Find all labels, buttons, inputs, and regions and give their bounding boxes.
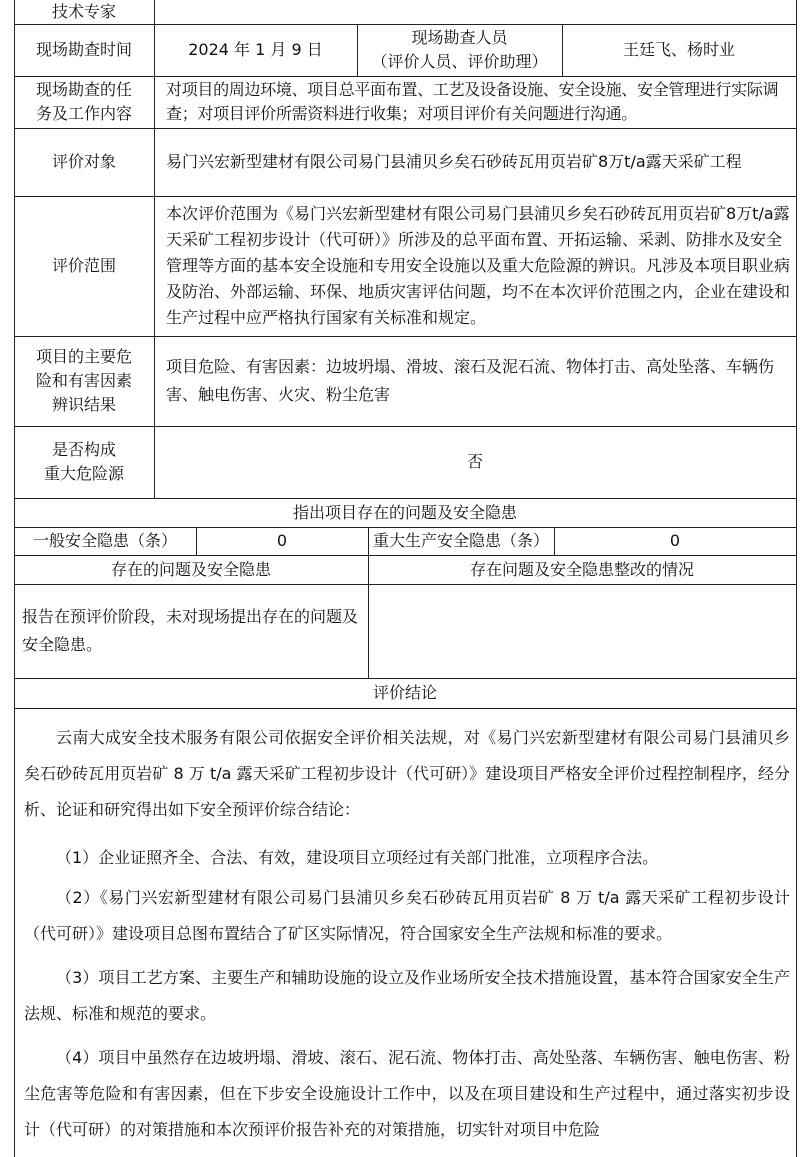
- object-value: 易门兴宏新型建材有限公司易门县浦贝乡矣石砂砖瓦用页岩矿8万t/a露天采矿工程: [166, 152, 742, 171]
- major-hazard-label-line1: 是否构成: [51, 440, 116, 459]
- major-hazard-label-line2: 重大危险源: [43, 464, 124, 483]
- hazard-label-line3: 辨识结果: [51, 395, 116, 414]
- survey-staff-label-line2: （评价人员、评价助理）: [371, 52, 548, 71]
- task-label-line2: 务及工作内容: [35, 104, 132, 123]
- scope-value: 本次评价范围为《易门兴宏新型建材有限公司易门县浦贝乡矣石砂砖瓦用页岩矿8万t/a露天采矿工程初步设计（代可研）》所涉及的总平面布置、开拓运输、采剥、防排水及安全管理等方面的基本安全设施和专用安全设施以及重大危险源的辨识。凡涉及本项目职业病及防治、外部运输、环保、地质灾害评估问题，均不在本次评价范围之内，企业在建设和生产过程中应严格执行国家有关标准和规定。: [166, 204, 791, 327]
- serious-hazard-count: 0: [669, 531, 681, 550]
- border-right: [796, 0, 797, 1157]
- issues-content: 报告在预评价阶段，未对现场提出存在的问题及安全隐患。: [22, 607, 359, 654]
- general-hazard-count: 0: [276, 531, 288, 550]
- major-hazard-label: [14, 426, 154, 498]
- conclusion-paragraph-intro: 云南大成安全技术服务有限公司依据安全评价相关法规，对《易门兴宏新型建材有限公司易门县浦贝乡矣石砂砖瓦用页岩矿 8 万 t/a 露天采矿工程初步设计（代可研）》建设项目严格安全评价过程控制程序，经分析、论证和研究得出如下安全预评价综合结论：: [24, 728, 790, 819]
- hazard-value: 项目危险、有害因素：边坡坍塌、滑坡、滚石及泥石流、物体打击、高处坠落、车辆伤害、触电伤害、火灾、粉尘危害: [166, 357, 775, 404]
- task-label: [14, 76, 154, 128]
- task-label-line1: 现场勘查的任: [35, 80, 132, 99]
- expert-label: 技术专家: [51, 2, 116, 21]
- survey-time-label: 现场勘查时间: [35, 40, 132, 59]
- issues-section-header: 指出项目存在的问题及安全隐患: [292, 502, 517, 522]
- issues-column-header: 存在的问题及安全隐患: [110, 559, 271, 579]
- rectification-content: [376, 584, 790, 678]
- general-hazard-count-label: 一般安全隐患（条）: [32, 531, 177, 550]
- rectification-column-header: 存在问题及安全隐患整改的情况: [469, 559, 694, 579]
- survey-time-value: 2024 年 1 月 9 日: [188, 40, 323, 59]
- object-label: 评价对象: [51, 152, 116, 171]
- survey-staff-value: 王廷飞、杨时业: [622, 40, 735, 59]
- conclusion-item-2: （2）《易门兴宏新型建材有限公司易门县浦贝乡矣石砂砖瓦用页岩矿 8 万 t/a 露天采矿工程初步设计（代可研）》建设项目总图布置结合了矿区实际情况，符合国家安全生产法规和标准的要求。: [24, 888, 790, 943]
- major-hazard-value: 否: [466, 452, 483, 471]
- rule: [14, 708, 797, 709]
- survey-staff-label-line1: 现场勘查人员: [411, 28, 508, 47]
- conclusion-item-3: （3）项目工艺方案、主要生产和辅助设施的设立及作业场所安全技术措施设置，基本符合国家安全生产法规、标准和规范的要求。: [24, 968, 790, 1023]
- conclusion-header: 评价结论: [372, 683, 437, 702]
- hazard-label: [14, 336, 154, 426]
- conclusion-item-4: （4）项目中虽然存在边坡坍塌、滑坡、滚石、泥石流、物体打击、高处坠落、车辆伤害、触电伤害、粉尘危害等危险和有害因素，但在下步安全设施设计工作中，以及在项目建设和生产过程中，通过落实初步设计（代可研）的对策措施和本次预评价报告补充的对策措施，切实针对项目中危险: [24, 1048, 790, 1139]
- task-value: 对项目的周边环境、项目总平面布置、工艺及设备设施、安全设施、安全管理进行实际调查；对项目评价所需资料进行收集；对项目评价有关问题进行沟通。: [166, 80, 779, 123]
- evaluation-form: [14, 0, 797, 1157]
- conclusion-item-1: （1）企业证照齐全、合法、有效，建设项目立项经过有关部门批准，立项程序合法。: [56, 848, 659, 867]
- hazard-label-line2: 险和有害因素: [35, 371, 132, 390]
- scope-label: 评价范围: [51, 256, 116, 275]
- serious-hazard-count-label: 重大生产安全隐患（条）: [372, 531, 549, 550]
- hazard-label-line1: 项目的主要危: [35, 347, 132, 366]
- survey-staff-label: [357, 24, 562, 76]
